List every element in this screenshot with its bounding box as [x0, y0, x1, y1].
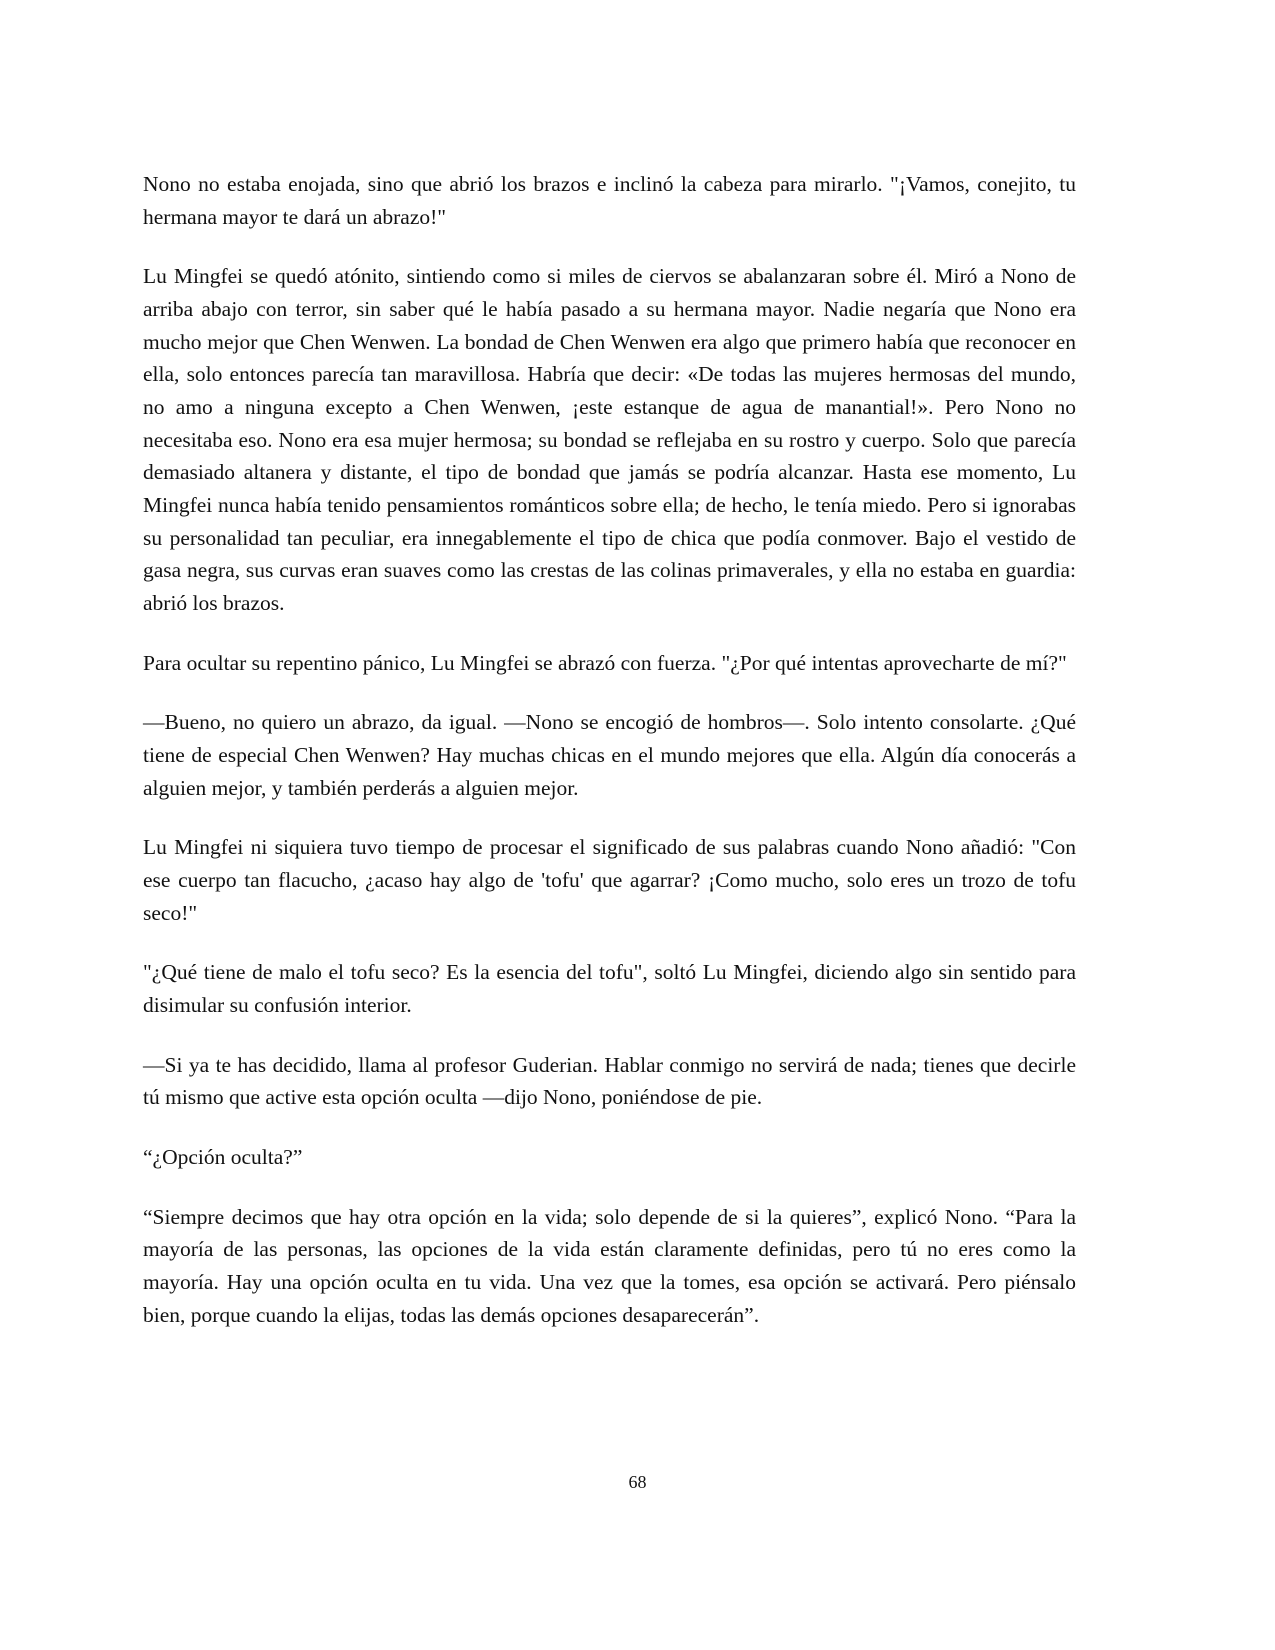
- paragraph: “¿Opción oculta?”: [143, 1145, 303, 1170]
- paragraph: —Si ya te has decidido, llama al profesor Guderian. Hablar conmigo no servirá de nada; tienes que decirle tú mismo que active esta opción oculta —dijo Nono, poniéndose de pie.: [143, 1052, 1076, 1110]
- paragraph: Lu Mingfei ni siquiera tuvo tiempo de procesar el significado de sus palabras cuando Nono añadió: "Con ese cuerpo tan flacucho, ¿acaso hay algo de 'tofu' que agarrar? ¡Como mucho, solo eres un trozo de tofu seco!": [143, 835, 1076, 925]
- page-body-text: [143, 168, 1076, 1331]
- paragraph: Para ocultar su repentino pánico, Lu Mingfei se abrazó con fuerza. "¿Por qué intentas aprovecharte de mí?": [143, 650, 1067, 675]
- paragraph: —Bueno, no quiero un abrazo, da igual. —Nono se encogió de hombros—. Solo intento consolarte. ¿Qué tiene de especial Chen Wenwen? Hay muchas chicas en el mundo mejores que ella. Algún día conocerás a alguien mejor, y también perderás a alguien mejor.: [143, 710, 1076, 800]
- page-number: 68: [628, 1472, 647, 1492]
- paragraph: Lu Mingfei se quedó atónito, sintiendo como si miles de ciervos se abalanzaran sobre él. Miró a Nono de arriba abajo con terror, sin saber qué le había pasado a su hermana mayor. Nadie negaría que Nono era mucho mejor que Chen Wenwen. La bondad de Chen Wenwen era algo que primero había que reconocer en ella, solo entonces parecía tan maravillosa. Habría que decir: «De todas las mujeres hermosas del mundo, no amo a ninguna excepto a Chen Wenwen, ¡este estanque de agua de manantial!». Pero Nono no necesitaba eso. Nono era esa mujer hermosa; su bondad se reflejaba en su rostro y cuerpo. Solo que parecía demasiado altanera y distante, el tipo de bondad que jamás se podría alcanzar. Hasta ese momento, Lu Mingfei nunca había tenido pensamientos románticos sobre ella; de hecho, le tenía miedo. Pero si ignorabas su personalidad tan peculiar, era innegablemente el tipo de chica que podía conmover. Bajo el vestido de gasa negra, sus curvas eran suaves como las crestas de las colinas primaverales, y ella no estaba en guardia: abrió los brazos.: [143, 264, 1076, 616]
- paragraph: “Siempre decimos que hay otra opción en la vida; solo depende de si la quieres”, explicó Nono. “Para la mayoría de las personas, las opciones de la vida están claramente definidas, pero tú no eres como la mayoría. Hay una opción oculta en tu vida. Una vez que la tomes, esa opción se activará. Pero piénsalo bien, porque cuando la elijas, todas las demás opciones desaparecerán”.: [143, 1204, 1076, 1327]
- paragraph: "¿Qué tiene de malo el tofu seco? Es la esencia del tofu", soltó Lu Mingfei, diciendo algo sin sentido para disimular su confusión interior.: [143, 960, 1076, 1018]
- paragraph: Nono no estaba enojada, sino que abrió los brazos e inclinó la cabeza para mirarlo. "¡Vamos, conejito, tu hermana mayor te dará un abrazo!": [143, 172, 1076, 229]
